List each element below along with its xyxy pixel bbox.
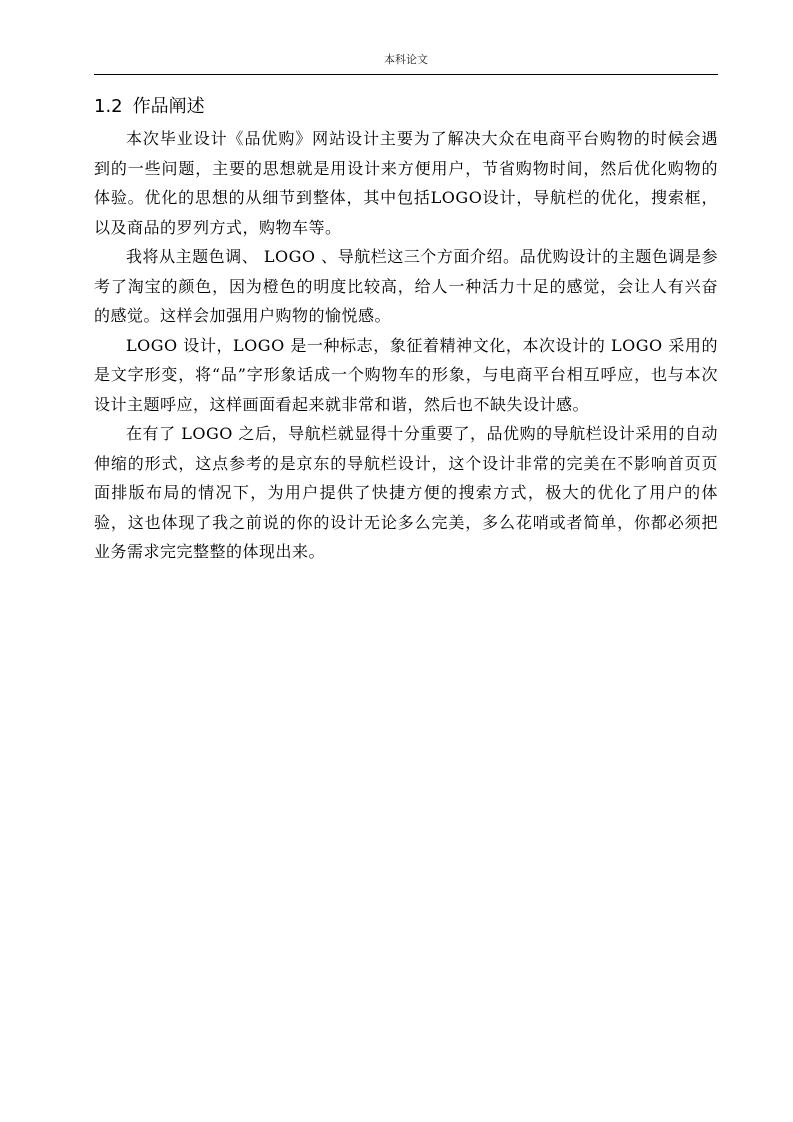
paragraph-intro: 本次毕业设计《品优购》网站设计主要为了解决大众在电商平台购物的时候会遇到的一些问题，主要的思想就是用设计来方便用户，节省购物时间，然后优化购物的体验。优化的思想的从细节到整体，其中包括LOGO设计，导航栏的优化，搜索框，以及商品的罗列方式，购物车等。 [94,129,718,237]
paragraph-color-theme: 我将从主题色调、 LOGO 、导航栏这三个方面介绍。品优购设计的主题色调是参考了淘宝的颜色，因为橙色的明度比较高，给人一种活力十足的感觉，会让人有兴奋的感觉。这样会加强用户购物的愉悦感。 [94,247,718,325]
running-header-title: 本科论文 [384,53,428,66]
body-text [94,124,718,567]
section-title: 作品阐述 [132,96,205,117]
page-header [94,52,718,75]
paragraph-navigation-bar: 在有了 LOGO 之后，导航栏就显得十分重要了，品优购的导航栏设计采用的自动伸缩的形式，这点参考的是京东的导航栏设计，这个设计非常的完美在不影响首页页面排版布局的情况下，为用户提供了快捷方便的搜索方式，极大的优化了用户的体验，这也体现了我之前说的你的设计无论多么完美，多么花哨或者简单，你都必须把业务需求完完整整的体现出来。 [94,424,718,561]
section-number: 1.2 [94,96,123,117]
paragraph-logo-design: LOGO 设计，LOGO 是一种标志，象征着精神文化，本次设计的 LOGO 采用的是文字形变，将“品”字形象话成一个购物车的形象，与电商平台相互呼应，也与本次设计主题呼应，这样画面看起来就非常和谐，然后也不缺失设计感。 [94,335,718,414]
section-heading [94,94,205,120]
